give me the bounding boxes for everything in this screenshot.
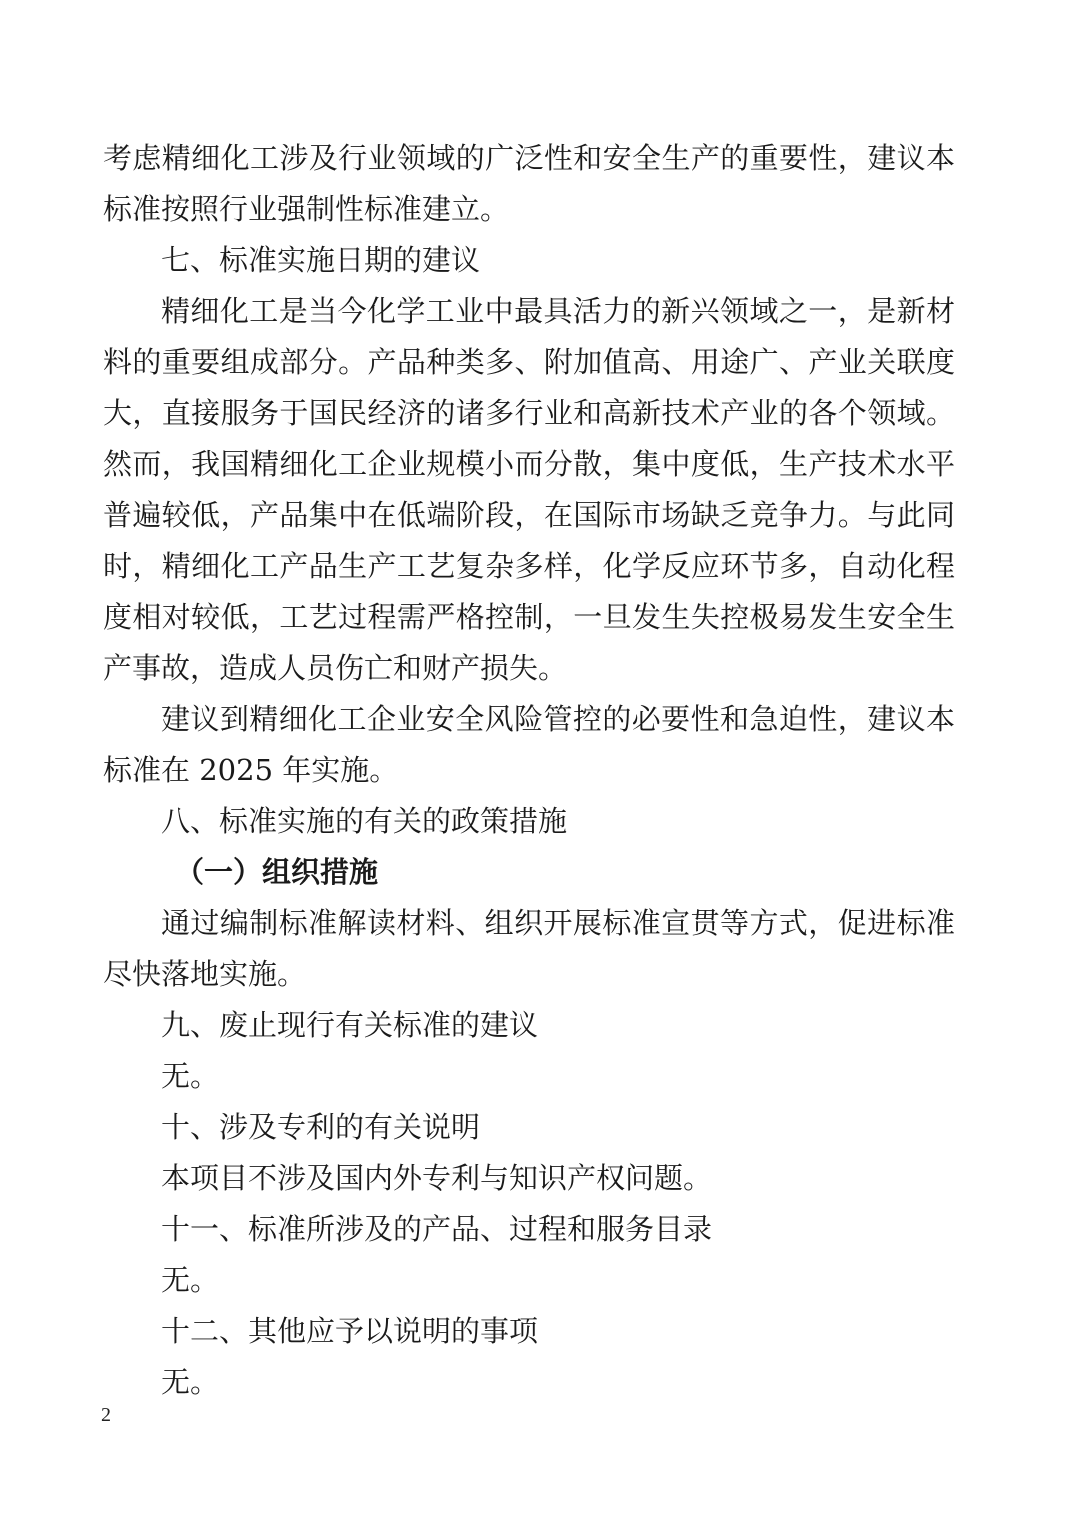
section-heading-10: 十、涉及专利的有关说明	[161, 1110, 481, 1144]
paragraph-implementation-date: 建议到精细化工企业安全风险管控的必要性和急迫性，建议本标准在 2025 年实施。	[103, 702, 955, 787]
page-number: 2	[101, 1404, 111, 1426]
paragraph-none-11: 无。	[161, 1263, 220, 1297]
section-heading-11: 十一、标准所涉及的产品、过程和服务目录	[161, 1212, 713, 1246]
section-heading-12: 十二、其他应予以说明的事项	[161, 1314, 539, 1348]
document-body	[103, 133, 955, 1408]
paragraph-continuation: 考虑精细化工涉及行业领域的广泛性和安全生产的重要性，建议本标准按照行业强制性标准建立。	[103, 141, 955, 226]
subsection-heading-organization: （一）组织措施	[175, 855, 379, 889]
paragraph-none-12: 无。	[161, 1365, 220, 1399]
section-heading-7: 七、标准实施日期的建议	[161, 243, 481, 277]
paragraph-none-9: 无。	[161, 1059, 220, 1093]
section-heading-9: 九、废止现行有关标准的建议	[161, 1008, 539, 1042]
paragraph-patent-statement: 本项目不涉及国内外专利与知识产权问题。	[161, 1161, 713, 1195]
paragraph-organization-measures: 通过编制标准解读材料、组织开展标准宣贯等方式，促进标准尽快落地实施。	[103, 906, 955, 991]
section-heading-8: 八、标准实施的有关的政策措施	[161, 804, 568, 838]
paragraph-implementation-background: 精细化工是当今化学工业中最具活力的新兴领域之一，是新材料的重要组成部分。产品种类多、附加值高、用途广、产业关联度大，直接服务于国民经济的诸多行业和高新技术产业的各个领域。然而，我国精细化工企业规模小而分散，集中度低，生产技术水平普遍较低，产品集中在低端阶段，在国际市场缺乏竞争力。与此同时，精细化工产品生产工艺复杂多样，化学反应环节多，自动化程度相对较低，工艺过程需严格控制，一旦发生失控极易发生安全生产事故，造成人员伤亡和财产损失。	[103, 294, 955, 685]
